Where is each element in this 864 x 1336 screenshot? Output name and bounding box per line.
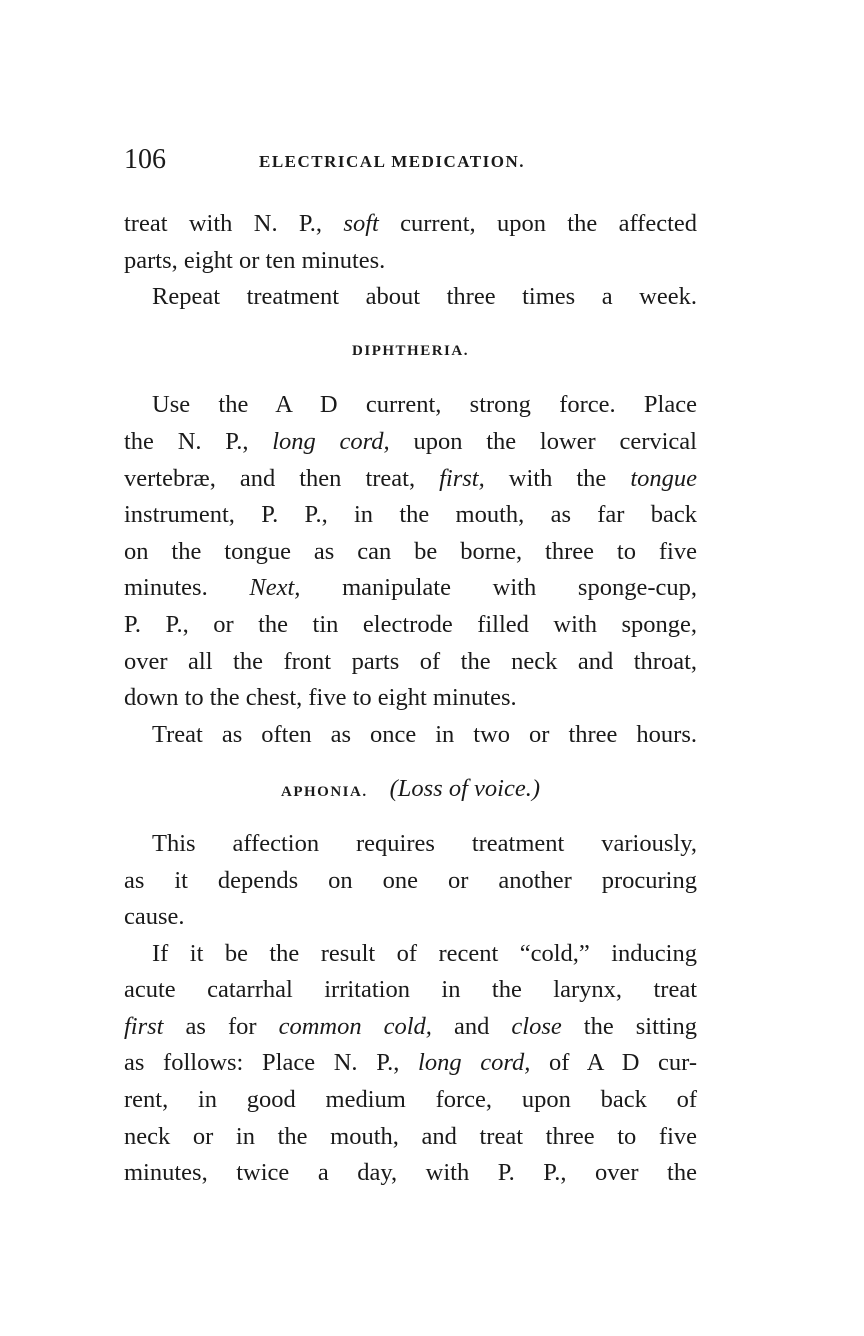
aphonia-subtitle: (Loss of voice.) (389, 775, 540, 803)
text-line: parts, eight or ten minutes. (124, 246, 386, 274)
text-line: This affection requires treatment variously, (152, 829, 697, 857)
text-line: the N. P., long cord, upon the lower cervical (124, 427, 697, 455)
text-line: acute catarrhal irritation in the larynx, treat (124, 976, 697, 1004)
text-line: as follows: Place N. P., long cord, of A D cur- (124, 1049, 698, 1077)
text-line: neck or in the mouth, and treat three to five (124, 1122, 697, 1150)
text-line: Repeat treatment about three times a week. (152, 283, 697, 311)
text-line: minutes, twice a day, with P. P., over the (124, 1159, 697, 1187)
text-line: rent, in good medium force, upon back of (124, 1086, 697, 1114)
text-line: treat with N. P., soft current, upon the affected (124, 210, 698, 237)
text-line: cause. (124, 903, 185, 931)
text-line: as it depends on one or another procuring (124, 866, 697, 894)
text-line: down to the chest, five to eight minutes. (124, 684, 517, 712)
text-line: on the tongue as can be borne, three to five (124, 537, 697, 565)
page-number: 106 (124, 144, 166, 175)
text-line: first as for common cold, and close the sitting (124, 1012, 697, 1040)
page-header (124, 144, 704, 180)
aphonia-title: APHONIA. (281, 784, 368, 801)
text-line: Treat as often as once in two or three hours. (152, 720, 697, 748)
text-line: minutes. Next, manipulate with sponge-cup, (124, 574, 697, 602)
text-line: If it be the result of recent “cold,” inducing (152, 939, 697, 967)
text-line: Use the A D current, strong force. Place (152, 391, 697, 419)
section-heading-aphonia (124, 771, 697, 808)
section-heading-diphtheria: DIPHTHERIA. (352, 342, 469, 359)
text-line: instrument, P. P., in the mouth, as far back (124, 501, 697, 529)
running-title: ELECTRICAL MEDICATION. (259, 152, 526, 171)
text-line: vertebræ, and then treat, first, with the tongue (124, 464, 697, 492)
page-body (124, 206, 697, 1192)
text-line: P. P., or the tin electrode filled with sponge, (124, 610, 697, 638)
text-line: over all the front parts of the neck and throat, (124, 647, 697, 675)
